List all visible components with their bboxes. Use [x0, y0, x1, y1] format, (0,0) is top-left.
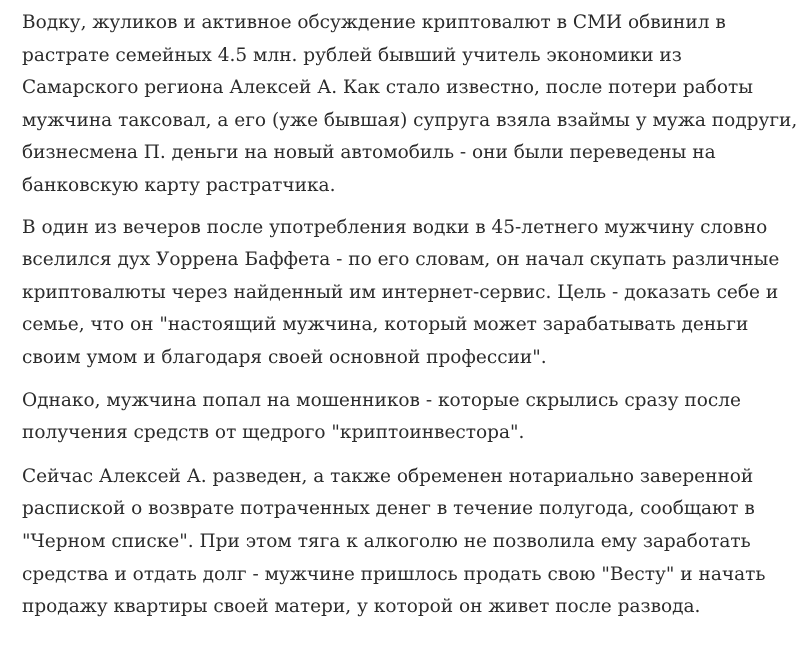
paragraph-4 — [22, 461, 782, 624]
text-line: распиской о возврате потраченных денег в течение полугода, сообщают в — [22, 498, 755, 520]
text-line: мужчина таксовал, а его (уже бывшая) супруга взяла взаймы у мужа подруги, — [22, 109, 798, 131]
text-line: В один из вечеров после употребления водки в 45-летнего мужчину словно — [22, 216, 768, 238]
text-line: "Черном списке". При этом тяга к алкоголю не позволила ему заработать — [22, 530, 751, 552]
text-line: продажу квартиры своей матери, у которой он живет после развода. — [22, 596, 701, 618]
text-line: Самарского региона Алексей А. Как стало известно, после потери работы — [22, 77, 753, 99]
text-line: своим умом и благодаря своей основной профессии". — [22, 346, 547, 368]
text-line: Сейчас Алексей А. разведен, а также обременен нотариально заверенной — [22, 465, 754, 487]
text-line: криптовалюты через найденный им интернет-сервис. Цель - доказать себе и — [22, 281, 779, 303]
text-line: бизнесмена П. деньги на новый автомобиль - они были переведены на — [22, 142, 716, 164]
text-line: средства и отдать долг - мужчине пришлось продать свою "Весту" и начать — [22, 563, 766, 585]
text-line: получения средств от щедрого "криптоинвестора". — [22, 422, 525, 444]
text-line: вселился дух Уоррена Баффета - по его словам, он начал скупать различные — [22, 249, 780, 271]
paragraph-3 — [22, 385, 782, 450]
paragraph-1 — [22, 0, 798, 203]
text-line: Однако, мужчина попал на мошенников - которые скрылись сразу после — [22, 389, 741, 411]
text-line: растрате семейных 4.5 млн. рублей бывший учитель экономики из — [22, 44, 682, 66]
paragraph-2 — [22, 212, 782, 375]
text-line: Водку, жуликов и активное обсуждение криптовалют в СМИ обвинил в — [22, 12, 726, 33]
text-line: семье, что он "настоящий мужчина, который может зарабатывать деньги — [22, 314, 749, 336]
text-line: банковскую карту растратчика. — [22, 174, 336, 196]
